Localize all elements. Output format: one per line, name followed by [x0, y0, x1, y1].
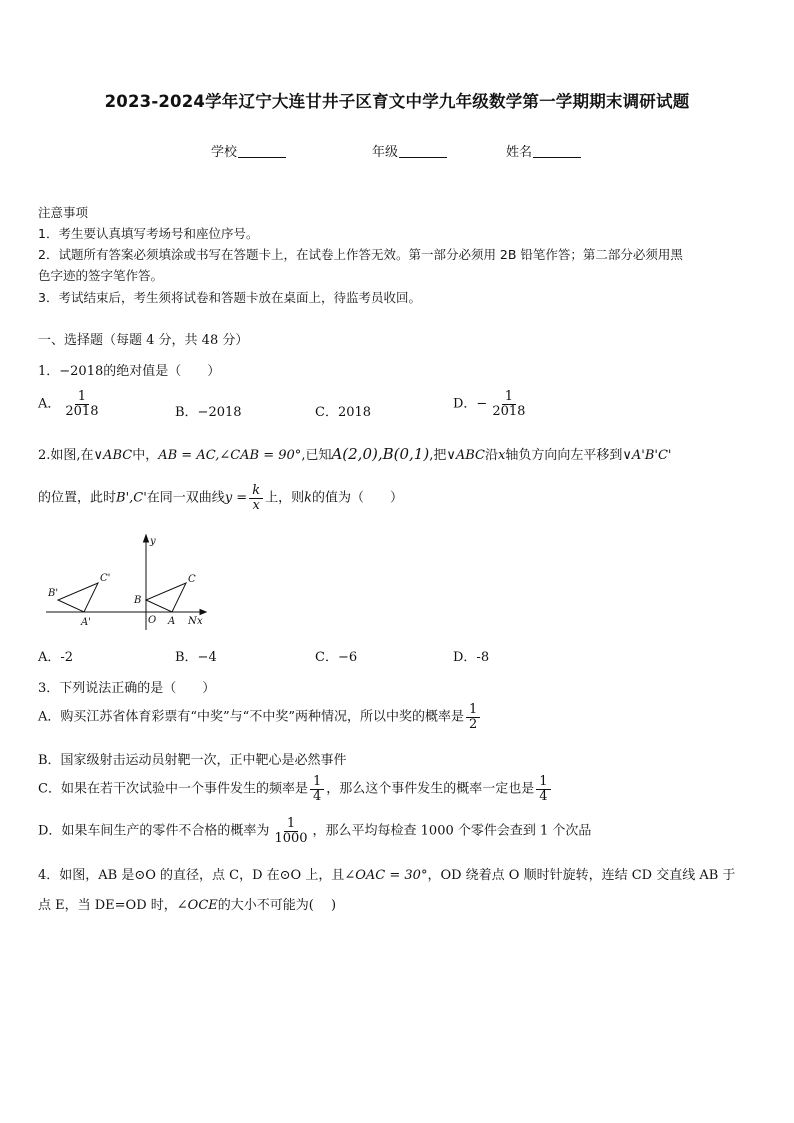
q2-option-d[interactable]: D．-8 — [453, 650, 490, 665]
q3-option-b[interactable]: B．国家级射击运动员射靶一次，正中靶心是必然事件 — [38, 753, 347, 768]
q3-option-c[interactable]: C．如果在若干次试验中一个事件发生的频率是 $\frac{1}{4}$ ，那么这个事件发生的概率一定也是 $\frac{1}{4}$ — [38, 775, 553, 803]
q2-option-a[interactable]: A．-2 — [38, 650, 74, 665]
question-2-line-1: 2.如图,在∨ABC中，AB = AC,∠CAB = 90°,已知A(2,0),B(0,1),把∨ABC沿x轴负方向向左平移到∨A'B'C' — [38, 445, 672, 463]
notice-heading: 注意事项 — [38, 205, 89, 220]
exam-title: 2023-2024学年辽宁大连甘井子区育文中学九年级数学第一学期期末调研试题 — [104, 92, 690, 111]
question-3-stem: 3．下列说法正确的是（ ） — [38, 681, 216, 696]
notice-item: 2．试题所有答案必须填涂或书写在答题卡上，在试卷上作答无效。第一部分必须用 2B 铅笔作答；第二部分必须用黑 — [38, 247, 683, 262]
label-a: A — [168, 616, 176, 627]
label-x: x — [197, 616, 203, 627]
q1-option-b[interactable]: B．−2018 — [175, 405, 242, 420]
name-label: 姓名 — [506, 145, 533, 160]
notice-item: 3．考试结束后，考生须将试卷和答题卡放在桌面上，待监考员收回。 — [38, 290, 421, 305]
label-n: N — [188, 616, 197, 627]
triangle-a1b1c1 — [58, 583, 98, 612]
label-b-prime: B' — [48, 588, 59, 599]
q1-option-d[interactable]: D．− $\frac{1}{2018}$ — [453, 389, 526, 419]
notice-item: 1．考生要认真填写考场号和座位序号。 — [38, 226, 259, 241]
q1-option-c[interactable]: C．2018 — [315, 405, 372, 420]
grade-label: 年级 — [372, 145, 399, 160]
label-b: B — [134, 595, 142, 606]
question-1-stem: 1．−2018的绝对值是（ ） — [38, 364, 221, 379]
q2-option-c[interactable]: C．−6 — [315, 650, 358, 665]
question-4-line-2: 点 E，当 DE=OD 时，∠OCE的大小不可能为( ) — [38, 898, 337, 913]
section-heading: 一、选择题（每题 4 分，共 48 分） — [38, 333, 249, 348]
label-c: C — [188, 574, 196, 585]
label-o: O — [148, 615, 157, 626]
question-2-line-2: 的位置，此时B',C'在同一双曲线y = $\frac{k}{x}$ 上，则k的值为（ ） — [38, 483, 403, 513]
triangle-abc — [146, 583, 186, 612]
q1-option-a[interactable]: A． $\frac{1}{2018}$ — [38, 389, 99, 419]
label-a-prime: A' — [81, 617, 91, 628]
q3-option-a[interactable]: A．购买江苏省体育彩票有“中奖”与“不中奖”两种情况，所以中奖的概率是 $\frac{1}{2}$ — [38, 703, 482, 731]
y-axis-arrow — [144, 535, 149, 542]
grade-field[interactable] — [372, 141, 447, 160]
q2-option-b[interactable]: B．−4 — [175, 650, 217, 665]
label-y: y — [150, 536, 156, 547]
q2-coordinate-figure — [40, 532, 210, 632]
label-c-prime: C' — [100, 573, 111, 584]
school-field[interactable] — [211, 141, 286, 160]
notice-item: 色字迹的签字笔作答。 — [38, 268, 164, 283]
question-4-line-1: 4．如图，AB 是⊙O 的直径，点 C，D 在⊙O 上，且∠OAC = 30°，OD 绕着点 O 顺时针旋转，连结 CD 交直线 AB 于 — [38, 868, 736, 883]
x-axis-arrow — [200, 610, 206, 615]
q3-option-d[interactable]: D．如果车间生产的零件不合格的概率为 $\frac{1}{1000}$ ，那么平均每检查 1000 个零件会查到 1 个次品 — [38, 816, 592, 846]
name-field[interactable] — [506, 141, 581, 160]
school-label: 学校 — [211, 145, 238, 160]
